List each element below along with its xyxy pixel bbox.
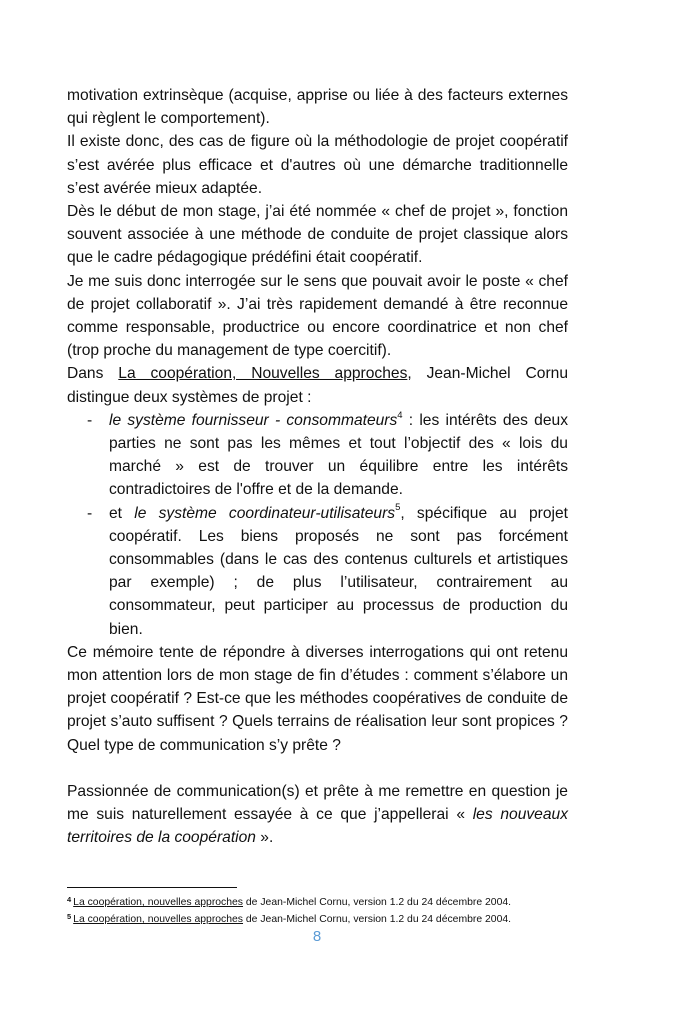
paragraph-chef-de-projet: Dès le début de mon stage, j’ai été nommée « chef de projet », fonction souvent associée à une méthode de conduite de projet classique alors que le cadre pédagogique prédéfini était coopératif. — [67, 203, 568, 267]
list-item-prefix: et — [109, 504, 135, 522]
term-fournisseur-consommateurs: le système fournisseur - consommateurs — [109, 411, 398, 429]
list-dash: - — [87, 504, 93, 522]
footnote-title: La coopération, nouvelles approches — [73, 897, 244, 908]
paragraph-passionnee — [67, 780, 568, 850]
text-segment: ». — [255, 829, 274, 847]
footnote-5 — [67, 911, 587, 928]
paragraph-interrogation-poste: Je me suis donc interrogée sur le sens que pouvait avoir le poste « chef de projet collaboratif ». J’ai très rapidement demandé à être reconnue comme responsable, productrice ou encore coordinatrice et non chef (trop proche du management de type coercitif). — [67, 272, 568, 360]
footnote-text: de Jean-Michel Cornu, version 1.2 du 24 décembre 2004. — [243, 897, 512, 908]
list-item-text: , spécifique au projet coopératif. Les biens proposés ne sont pas forcément consommables (dans le cas des contenus culturels et artistiques par exemple) ; de plus l’utilisateur, contrairement au consommateur, peut participer au processus de production du bien. — [109, 504, 568, 638]
footnote-ref-5[interactable]: 5 — [395, 502, 401, 514]
footnote-number: 5 — [67, 912, 72, 921]
footnote-text: de Jean-Michel Cornu, version 1.2 du 24 décembre 2004. — [243, 914, 512, 925]
list-item-fournisseur — [67, 409, 568, 502]
term-coordinateur-utilisateurs: le système coordinateur-utilisateurs — [134, 504, 396, 522]
book-title-reference: La coopération, Nouvelles approches — [118, 365, 408, 383]
footnote-separator — [67, 887, 237, 888]
paragraph-motivation: motivation extrinsèque (acquise, apprise ou liée à des facteurs externes qui règlent le comportement). — [67, 87, 568, 128]
page-number: 8 — [312, 928, 322, 945]
list-dash: - — [87, 411, 93, 429]
project-systems-list — [67, 409, 568, 641]
footnote-number: 4 — [67, 895, 72, 904]
footnote-4 — [67, 894, 587, 911]
list-item-coordinateur — [67, 502, 568, 641]
text-segment: , Jean-Michel Cornu distingue deux systèmes de projet : — [67, 365, 568, 406]
body-text — [67, 84, 568, 850]
list-item-text: : les intérêts des deux parties ne sont pas les mêmes et tout l’objectif des « lois du marché » est de trouver un équilibre entre les intérêts contradictoires de l'offre et de la demande. — [109, 411, 568, 499]
footnote-title: La coopération, nouvelles approches — [73, 914, 244, 925]
italic-phrase-territoires: les nouveaux territoires de la coopération — [67, 806, 568, 847]
footnotes — [67, 894, 587, 928]
text-segment: Passionnée de communication(s) et prête à me remettre en question je me suis naturellement essayée à ce que j’appellerai « — [67, 782, 568, 824]
footnote-ref-4[interactable]: 4 — [397, 409, 403, 421]
paragraph-cornu-intro — [67, 362, 568, 408]
text-segment: Dans — [67, 365, 119, 383]
paragraph-memoire-questions: Ce mémoire tente de répondre à diverses interrogations qui ont retenu mon attention lors de mon stage de fin d’études : comment s’élabore un projet coopératif ? Est-ce que les méthodes coopératives de conduite de projet s’auto suffisent ? Quels terrains de réalisation leur sont propices ? Quel type de communication s’y prête ? — [67, 643, 568, 754]
paragraph-cas-de-figure: Il existe donc, des cas de figure où la méthodologie de projet coopératif s’est avérée plus efficace et d'autres où une démarche traditionnelle s’est avérée mieux adaptée. — [67, 133, 568, 197]
